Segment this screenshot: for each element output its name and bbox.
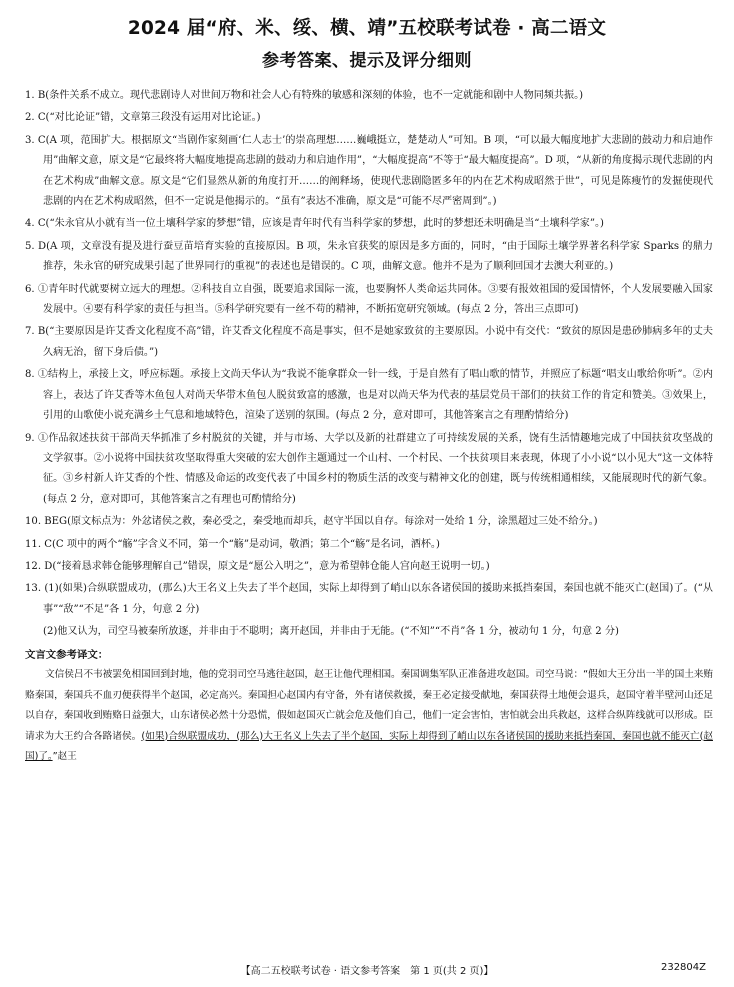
answer-13-1: 13. (1)(如果)合纵联盟成功，(那么)大王名义上失去了半个赵国，实际上却得到了峭山以东各诸侯国的援助来抵挡秦国，秦国也就不能灭亡(赵国)了。(“从事”“敌”“不足”各 1 分，句意 2 分) (25, 583, 713, 615)
translation-part-1: 文信侯吕不韦被罢免相国回到封地，他的党羽司空马逃往赵国，赵王让他代理相国。秦国调集军队正准备进攻赵国。司空马说：“假如大王分出一半的国土来贿赂秦国，秦国兵不血刃便获得半个赵国，必定高兴。秦国担心赵国内有守备，外有诸侯救援，秦王必定接受献地，秦国获得土地便会退兵，赵国守着半壁河山还足以自存，秦国收到贿赂日益强大，山东诸侯必然十分恐慌，假如赵国灭亡就会危及他们自己，他们一定会害怕，害怕就会出兵救赵，这样合纵阵线就可以形成。臣请求为大王约合各路诸侯。 (25, 668, 713, 742)
footer-page-info: 【高二五校联考试卷 · 语文参考答案 第 1 页(共 2 页)】 (240, 966, 494, 977)
translation-text (25, 665, 713, 768)
answer-8: 8. ①结构上，承接上文，呼应标题。承接上文尚天华认为“我说不能拿群众一针一线，于是自然有了唱山歌的情节，并照应了标题“唱支山歌给你听”。②内容上，表达了许艾香等木鱼包人对尚天华带木鱼包人脱贫致富的感激，也是对以尚天华为代表的基层党员干部们的扶贫工作的肯定和赞美。③效果上，引用的山歌使小说充满乡土气息和地域特色，渲染了送别的氛围。(每点 2 分，意对即可，其他答案言之有理酌情给分) (25, 369, 713, 422)
translation-part-2: ”赵王 (52, 751, 77, 763)
footer-exam-code: 232804Z (660, 962, 706, 973)
answer-3: 3. C(A 项，范围扩大。根据原文“当剧作家刻画‘仁人志士’的崇高理想……巍峨挺立，楚楚动人”可知。B 项，“可以最大幅度地扩大悲剧的鼓动力和启迪作用”曲解文意，原文是“它最终将大幅度地提高悲剧的鼓动力和启迪作用”，“大幅度提高”不等于“最大幅度提高”。D 项，“从新的角度揭示现代悲剧的内在艺术构成”曲解文意。原文是“它们显然从新的角度打开……的阐释场，使现代悲剧隐匿多年的内在艺术构成昭然于世”，可见是陈瘦竹的发掘使现代悲剧的内在艺术构成昭然，但不一定说是他揭示的。“虽有”表达不准确，原文是“可能不尽严密周到”。) (25, 134, 713, 208)
answer-10: 10. BEG(原文标点为：外忿诸侯之救，秦必受之，秦受地而却兵，赵守半国以自存。每涂对一处给 1 分，涂黑超过三处不给分。) (25, 516, 598, 528)
answer-7: 7. B(“主要原因是许艾香文化程度不高”错，许艾香文化程度不高是事实，但不是她家致贫的主要原因。小说中有交代：“致贫的原因是患砂肺病多年的丈夫久病无治，留下身后债。”) (25, 326, 713, 358)
answer-2: 2. C(“对比论证”错，文章第三段没有运用对比论证。) (25, 112, 261, 124)
translation-heading: 文言文参考译文： (25, 648, 109, 661)
answer-4: 4. C(“朱永官从小就有当一位土壤科学家的梦想”错，应该是青年时代有当科学家的梦想，此时的梦想还未明确是当“土壤科学家”。) (25, 218, 604, 230)
answer-13-2: (2)他又认为，司空马被秦所放逐，并非由于不聪明；离开赵国，并非由于无能。(“不知”“不肖”各 1 分，被动句 1 分，句意 2 分) (43, 626, 619, 638)
answer-6: 6. ①青年时代就要树立远大的理想。②科技自立自强，既要追求国际一流，也要胸怀人类命运共同体。③要有报效祖国的爱国情怀，个人发展要融入国家发展中。④要有科学家的责任与担当。⑤科学研究要有一丝不苟的精神，不断拓宽研究领域。(每点 2 分，答出三点即可) (25, 283, 713, 316)
answer-content (25, 86, 713, 768)
translation-underlined: (如果)合纵联盟成功，(那么)大王名义上失去了半个赵国，实际上却得到了峭山以东各诸侯国的援助来抵挡秦国，秦国也就不能灭亡(赵国)了。 (25, 730, 713, 763)
answer-11: 11. C(C 项中的两个“觞”字含义不同，第一个“觞”是动词，敬酒；第二个“觞”是名词，酒杯。) (25, 538, 440, 550)
page-subtitle: 参考答案、提示及评分细则 (262, 51, 472, 71)
answer-9: 9. ①作品叙述扶贫干部尚天华抓准了乡村脱贫的关键，并与市场、大学以及新的社群建立了可持续发展的关系，饶有生活情趣地完成了中国扶贫攻坚战的文学叙事。②小说将中国扶贫攻坚取得重大突破的宏大创作主题通过一个山村、一个村民、一个扶贫项目来表现，体现了小小说“以小见大”这一文体特征。③乡村新人许艾香的个性、情感及命运的改变代表了中国乡村的物质生活的改变与精神文化的创建，既与传统相通相续，又能展现时代的新气象。(每点 2 分，意对即可，其他答案言之有理也可酌情给分) (25, 432, 713, 505)
answer-12: 12. D(“接着恳求韩仓能够理解自己”错误，原文是“愿公入明之”，意为希望韩仓能人宫向赵王说明一切。) (25, 560, 490, 572)
page-title: 2024 届“府、米、绥、横、靖”五校联考试卷 · 高二语文 (127, 18, 607, 39)
answer-5: 5. D(A 项，文章没有提及进行蚕豆苗培育实验的直接原因。B 项，朱永官获奖的原因是多方面的，同时，“由于国际土壤学界著名科学家 Sparks 的鼎力推荐，朱永官的研究成果引起了世界同行的重视”的表述也是错误的。C 项，曲解文意。他并不是为了顺利回国才去澳大利亚的。) (25, 240, 713, 273)
answer-1: 1. B(条件关系不成立。现代悲剧诗人对世间万物和社会人心有特殊的敏感和深刻的体验，也不一定就能和剧中人物同频共振。) (25, 90, 584, 101)
